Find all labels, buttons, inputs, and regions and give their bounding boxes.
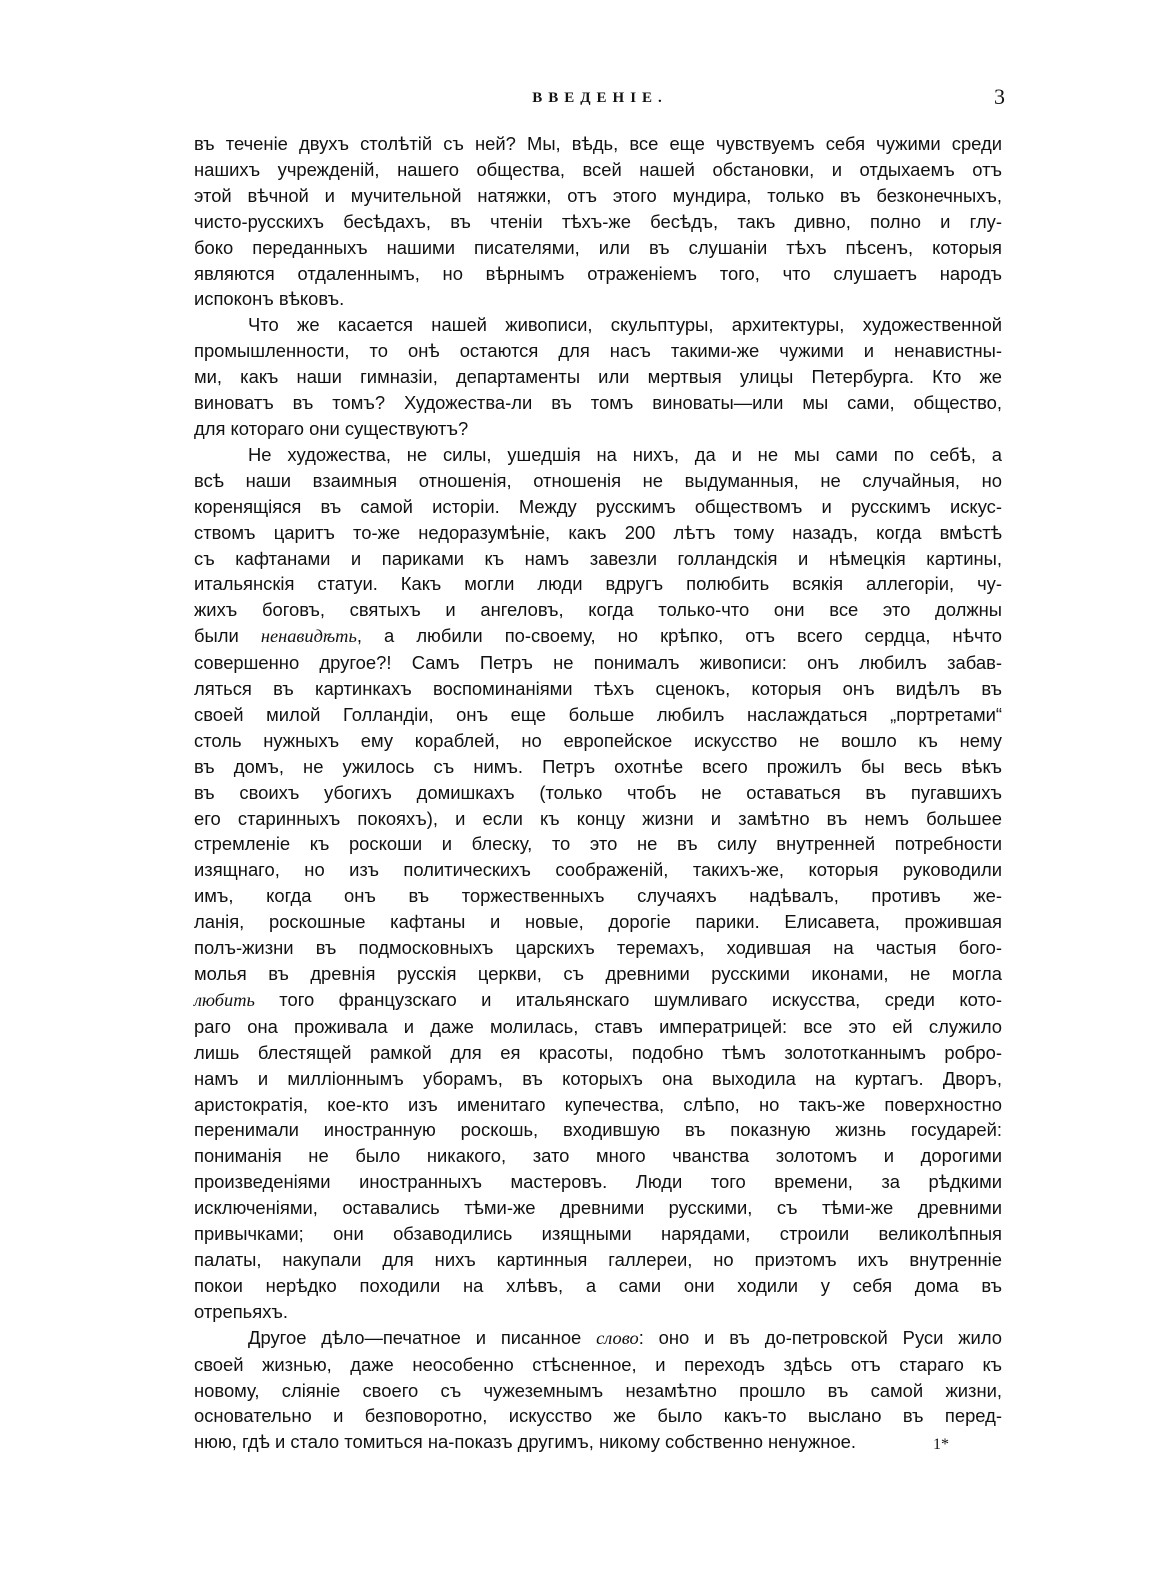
text-line: коренящіяся въ самой исторіи. Между русскимъ обществомъ и русскимъ искус- (194, 495, 1002, 517)
text-line: имъ, когда онъ въ торжественныхъ случаяхъ надѣвалъ, противъ же- (194, 885, 1002, 907)
text-line: раго она проживала и даже молилась, ставъ императрицей: все это ей служило (194, 1015, 1002, 1037)
text-line: ствомъ царитъ то-же недоразумѣніе, какъ 200 лѣтъ тому назадъ, когда вмѣстѣ (194, 521, 1002, 543)
text-line: новому, сліяніе своего съ чужеземнымъ незамѣтно прошло въ самой жизни, (194, 1379, 1002, 1401)
text-line: являются отдаленнымъ, но вѣрнымъ отраженіемъ того, что слушаетъ народъ (194, 262, 1002, 284)
text-line: Другое дѣло—печатное и писанное слово: оно и въ до-петровской Руси жило (248, 1326, 1002, 1348)
text-line: для котораго они существуютъ? (194, 417, 469, 439)
paragraph (194, 442, 1002, 1325)
text-line: итальянскія статуи. Какъ могли люди вдругъ полюбить всякія аллегоріи, чу- (194, 573, 1002, 595)
text-line: ланія, роскошные кафтаны и новые, дорогіе парики. Елисавета, прожившая (194, 911, 1002, 933)
text-line: ляться въ картинкахъ воспоминаніями тѣхъ сценокъ, которыя онъ видѣлъ въ (194, 678, 1002, 700)
body-text (194, 131, 1002, 1455)
text-line: виноватъ въ томъ? Художества-ли въ томъ виноваты—или мы сами, общество, (194, 392, 1002, 414)
page-header (195, 84, 1005, 114)
text-line: этой вѣчной и мучительной натяжки, отъ этого мундира, только въ безконечныхъ, (194, 184, 1002, 206)
text-line: своей милой Голландіи, онъ еще больше любилъ наслаждаться „портретами“ (194, 703, 1002, 725)
text-line: всѣ наши взаимныя отношенія, отношенія не выдуманныя, не случайныя, но (194, 469, 1002, 491)
text-line: его старинныхъ покояхъ), и если къ концу жизни и замѣтно въ немъ большее (194, 807, 1002, 829)
signature-mark: 1* (933, 1436, 949, 1453)
text-line: Что же касается нашей живописи, скульптуры, архитектуры, художественной (248, 314, 1002, 336)
text-line: столь нужныхъ ему кораблей, но европейское искусство не вошло къ нему (194, 729, 1002, 751)
paragraph (194, 131, 1002, 312)
paragraph (194, 1325, 1002, 1456)
text-line: любить того французскаго и итальянскаго шумливаго искусства, среди кото- (194, 988, 1002, 1010)
text-line: лишь блестящей рамкой для ея красоты, подобно тѣмъ золототканнымъ робро- (194, 1041, 1002, 1063)
text-line: нюю, гдѣ и стало томиться на-показъ другимъ, никому собственно ненужное. (194, 1431, 857, 1453)
text-line: пониманія не было никакого, зато много чванства золотомъ и дорогими (194, 1145, 1002, 1167)
text-line: палаты, накупали для нихъ картинныя галлереи, но приэтомъ ихъ внутренніе (194, 1248, 1002, 1270)
text-line: отрепьяхъ. (194, 1300, 289, 1322)
text-line: покои нерѣдко походили на хлѣвъ, а сами они ходили у себя дома въ (194, 1274, 1002, 1296)
text-line: намъ и милліоннымъ уборамъ, въ которыхъ она выходила на куртагъ. Дворъ, (194, 1067, 1002, 1089)
text-line: основательно и безповоротно, искусство же было какъ-то выслано въ перед- (194, 1405, 1002, 1427)
text-line: боко переданныхъ нашими писателями, или въ слушаніи тѣхъ пѣсенъ, которыя (194, 236, 1002, 258)
text-line: Не художества, не силы, ушедшія на нихъ, да и не мы сами по себѣ, а (248, 443, 1002, 465)
text-line: молья въ древнія русскія церкви, съ древними русскими иконами, не могла (194, 963, 1002, 984)
text-line: съ кафтанами и париками къ намъ завезли голландскія и нѣмецкія картины, (194, 547, 1002, 569)
text-line: исключеніями, оставались тѣми-же древними русскими, съ тѣми-же древними (194, 1197, 1002, 1219)
paragraph (194, 312, 1002, 442)
text-line: были ненавидѣть, а любили по-своему, но крѣпко, отъ всего сердца, нѣчто (194, 625, 1002, 647)
text-line: ми, какъ наши гимназіи, департаменты или мертвыя улицы Петербурга. Кто же (194, 366, 1002, 388)
text-line: чисто-русскихъ бесѣдахъ, въ чтеніи тѣхъ-же бесѣдъ, такъ дивно, полно и глу- (194, 210, 1002, 232)
text-line: испоконъ вѣковъ. (194, 288, 345, 310)
text-line: промышленности, то онѣ остаются для насъ такими-же чужими и ненавистны- (194, 340, 1002, 362)
text-line: въ домъ, не ужилось съ нимъ. Петръ охотнѣе всего прожилъ бы весь вѣкъ (194, 755, 1002, 777)
page-number: 3 (994, 84, 1005, 109)
text-line: въ теченіе двухъ столѣтій съ ней? Мы, вѣдь, все еще чувствуемъ себя чужими среди (194, 133, 1002, 154)
text-line: аристократія, кое-кто изъ именитаго купечества, слѣпо, но такъ-же поверхностно (194, 1093, 1002, 1115)
text-line: своей жизнью, даже неособенно стѣсненное, и переходъ здѣсь отъ стараго къ (194, 1353, 1002, 1375)
text-line: привычками; они обзаводились изящными нарядами, строили великолѣпныя (194, 1223, 1002, 1245)
text-line: полъ-жизни въ подмосковныхъ царскихъ теремахъ, ходившая на частыя бого- (194, 937, 1002, 959)
text-line: въ своихъ убогихъ домишкахъ (только чтобъ не оставаться въ пугавшихъ (194, 781, 1002, 803)
text-line: стремленіе къ роскоши и блеску, то это не въ силу внутренней потребности (194, 833, 1002, 855)
text-line: произведеніями иностранныхъ мастеровъ. Люди того времени, за рѣдкими (194, 1171, 1002, 1193)
text-line: изящнаго, но изъ политическихъ соображеній, такихъ-же, которыя руководили (194, 859, 1002, 881)
text-line: жихъ боговъ, святыхъ и ангеловъ, когда только-что они все это должны (194, 599, 1002, 621)
text-line: совершенно другое?! Самъ Петръ не понималъ живописи: онъ любилъ забав- (194, 652, 1002, 674)
text-line: перенимали иностранную роскошь, входившую въ показную жизнь государей: (194, 1119, 1002, 1141)
text-line: нашихъ учрежденій, нашего общества, всей нашей обстановки, и отдыхаемъ отъ (194, 158, 1002, 180)
running-title: ВВЕДЕНIЕ. (532, 90, 668, 106)
